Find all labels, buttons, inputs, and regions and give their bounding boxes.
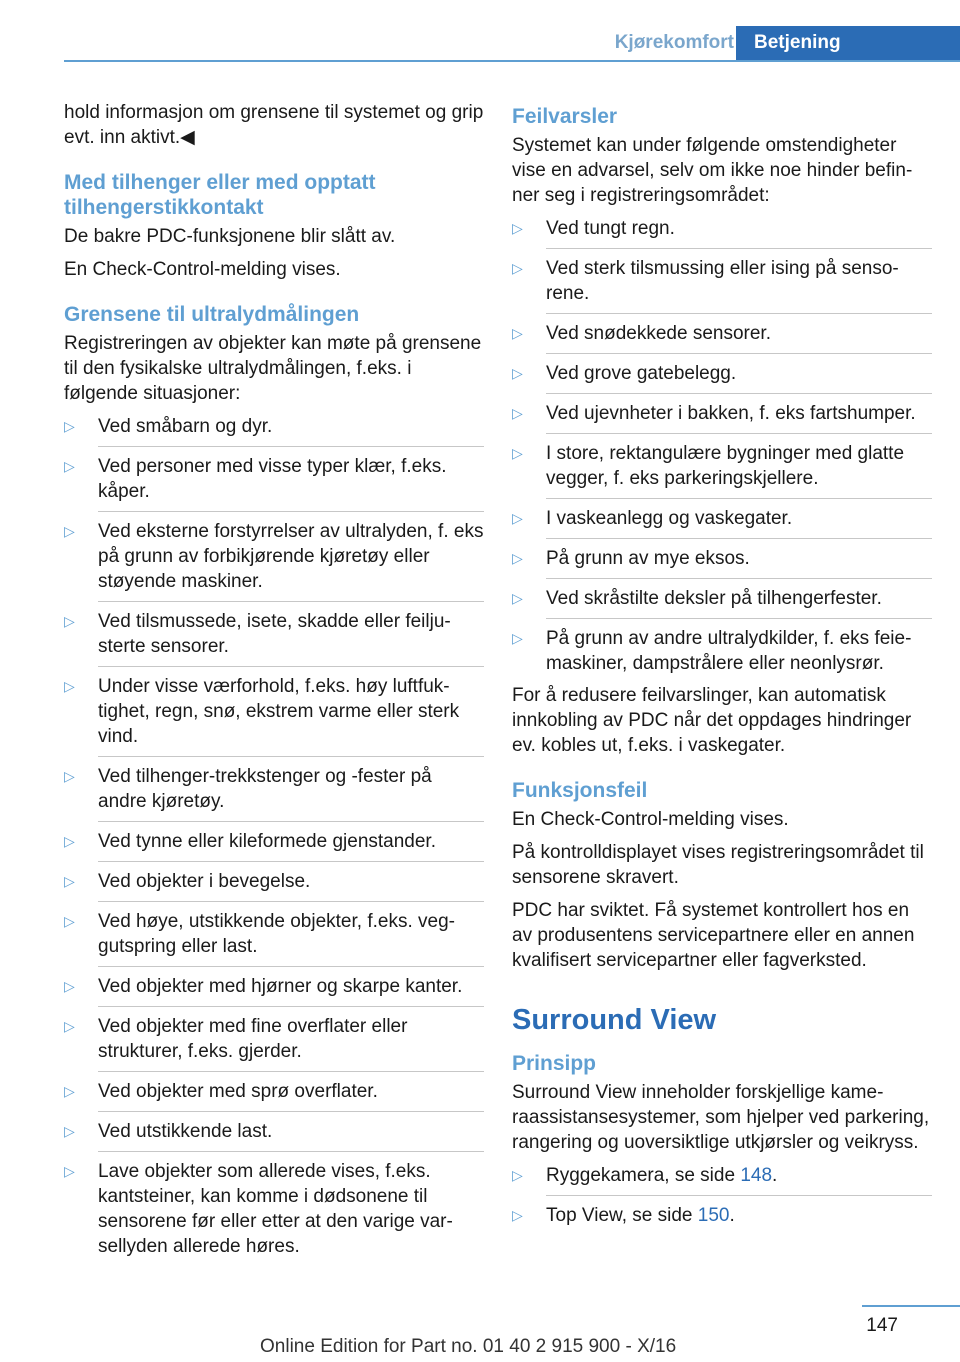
triangle-bullet-icon: ▷	[512, 405, 523, 421]
list-item	[64, 1006, 484, 1064]
list-item-text: Ved skråstilte deksler på tilhengerfester.	[546, 588, 882, 609]
false-alarms-heading: Feilvarsler	[512, 105, 618, 128]
list-item	[512, 618, 932, 676]
list-item	[64, 901, 484, 959]
list-item	[512, 353, 932, 386]
principle-heading: Prinsipp	[512, 1052, 597, 1075]
list-separator	[546, 498, 932, 499]
trailer-text-2: En Check-Control-melding vises.	[64, 259, 341, 280]
list-item-text: Ved snødekkede sensorer.	[546, 323, 771, 344]
triangle-bullet-icon: ▷	[512, 1207, 523, 1223]
list-separator	[546, 578, 932, 579]
triangle-bullet-icon: ▷	[64, 523, 75, 539]
list-item-text: På grunn av mye eksos.	[546, 548, 750, 569]
triangle-bullet-icon: ▷	[512, 510, 523, 526]
list-separator	[98, 821, 484, 822]
header-section-label: Kjørekomfort	[614, 32, 734, 53]
page-link-148[interactable]: 148	[740, 1165, 773, 1186]
list-item	[64, 966, 484, 999]
list-separator	[546, 618, 932, 619]
triangle-bullet-icon: ▷	[64, 613, 75, 629]
list-item-text: I vaskeanlegg og vaskegater.	[546, 508, 793, 529]
surround-view-title: Surround View	[512, 1004, 717, 1036]
list-item	[64, 666, 484, 749]
list-separator	[98, 966, 484, 967]
list-separator	[98, 666, 484, 667]
edition-note: Online Edition for Part no. 01 40 2 915 900 - X/16	[260, 1336, 677, 1357]
cross-reference-list	[512, 1163, 932, 1228]
list-item-text: Ved grove gatebelegg.	[546, 363, 737, 384]
triangle-bullet-icon: ▷	[64, 913, 75, 929]
list-item-text: Under visse værforhold, f.eks. høy luftfuktighet, regn, snø, ekstrem varme eller sterk vind.	[98, 676, 460, 747]
list-item	[64, 601, 484, 659]
list-item-text: Ved objekter med sprø overflater.	[98, 1081, 378, 1102]
list-item	[64, 756, 484, 814]
list-item-text: Ved objekter med hjørner og skarpe kanter.	[98, 976, 463, 997]
list-separator	[98, 1151, 484, 1152]
list-item-text: Ved tynne eller kileformede gjenstander.	[98, 831, 436, 852]
footer-rule	[862, 1305, 960, 1307]
triangle-bullet-icon: ▷	[64, 833, 75, 849]
cross-reference-text: Ryggekamera, se side	[546, 1165, 741, 1186]
intro-paragraph: hold informasjon om grensene til systemet og grip evt. inn aktivt.◀	[64, 102, 484, 148]
list-item	[64, 1151, 484, 1259]
header-rule	[64, 60, 960, 62]
triangle-bullet-icon: ▷	[64, 1163, 75, 1179]
triangle-bullet-icon: ▷	[512, 260, 523, 276]
list-item	[64, 861, 484, 894]
list-item	[512, 248, 932, 306]
page-link-150[interactable]: 150	[697, 1205, 730, 1226]
list-separator	[98, 861, 484, 862]
list-item-text: Ved tilhenger-trekkstenger og -fester på andre kjøretøy.	[98, 766, 432, 812]
list-separator	[98, 1006, 484, 1007]
cross-reference-end: .	[772, 1165, 778, 1186]
principle-intro: Surround View inneholder forskjellige kameraassistansesystemer, som hjelper ved parkering, rangering og uoversiktlige utkjørsler og veikryss.	[512, 1082, 930, 1153]
triangle-bullet-icon: ▷	[64, 768, 75, 784]
list-item-text: Ved tungt regn.	[546, 218, 675, 239]
header-chapter-tab: Betjening	[736, 26, 960, 62]
cross-reference-text: Top View, se side	[546, 1205, 698, 1226]
list-item	[512, 538, 932, 571]
triangle-bullet-icon: ▷	[64, 1018, 75, 1034]
triangle-bullet-icon: ▷	[64, 458, 75, 474]
list-item	[64, 446, 484, 504]
list-item	[512, 1195, 932, 1228]
list-item-text: Ved tilsmussede, isete, skadde eller feiljusterte sensorer.	[98, 611, 451, 657]
list-item	[512, 393, 932, 426]
left-column	[64, 100, 484, 1266]
list-item	[512, 1163, 932, 1188]
triangle-bullet-icon: ▷	[512, 365, 523, 381]
list-separator	[546, 353, 932, 354]
list-item-text: Ved personer med visse typer klær, f.eks. kåper.	[98, 456, 447, 502]
trailer-text-1: De bakre PDC-funksjonene blir slått av.	[64, 226, 396, 247]
list-separator	[546, 393, 932, 394]
list-separator	[98, 1071, 484, 1072]
trailer-heading: Med tilhenger eller med opptatt tilhengerstikkontakt	[64, 171, 376, 219]
triangle-bullet-icon: ▷	[64, 1123, 75, 1139]
list-separator	[546, 313, 932, 314]
list-separator	[546, 538, 932, 539]
list-item	[64, 1071, 484, 1104]
list-separator	[98, 756, 484, 757]
list-separator	[546, 248, 932, 249]
malfunction-text-1: En Check-Control-melding vises.	[512, 809, 789, 830]
list-separator	[546, 1195, 932, 1196]
list-item-text: På grunn av andre ultralydkilder, f. eks feiemaskiner, dampstrålere eller neonlysrør.	[546, 628, 912, 674]
list-item	[64, 511, 484, 594]
list-separator	[98, 601, 484, 602]
list-item-text: Ved høye, utstikkende objekter, f.eks. veggutspring eller last.	[98, 911, 455, 957]
list-item-text: Ved sterk tilsmussing eller ising på sensorene.	[546, 258, 899, 304]
page-number: 147	[866, 1315, 898, 1336]
triangle-bullet-icon: ▷	[64, 1083, 75, 1099]
list-item	[512, 578, 932, 611]
list-item-text: Ved eksterne forstyrrelser av ultralyden, f. eks på grunn av forbikjørende kjøretøy eller støyende maskiner.	[98, 521, 484, 592]
list-item	[512, 313, 932, 346]
list-separator	[98, 446, 484, 447]
triangle-bullet-icon: ▷	[512, 1167, 523, 1183]
list-item	[512, 216, 932, 241]
right-column	[512, 100, 932, 1235]
false-alarms-list	[512, 216, 932, 676]
list-item	[64, 1111, 484, 1144]
triangle-bullet-icon: ▷	[64, 873, 75, 889]
list-item-text: Ved ujevnheter i bakken, f. eks fartshumper.	[546, 403, 916, 424]
malfunction-heading: Funksjonsfeil	[512, 779, 648, 802]
page-header	[0, 0, 960, 62]
triangle-bullet-icon: ▷	[512, 220, 523, 236]
limits-heading: Grensene til ultralydmålingen	[64, 303, 360, 326]
false-alarms-intro: Systemet kan under følgende omstendigheter vise en advarsel, selv om ikke noe hinder befinner seg i registreringsområdet:	[512, 135, 913, 206]
list-item-text: Ved objekter med fine overflater eller strukturer, f.eks. gjerder.	[98, 1016, 408, 1062]
list-item-text: Ved småbarn og dyr.	[98, 416, 273, 437]
triangle-bullet-icon: ▷	[64, 678, 75, 694]
list-item-text: I store, rektangulære bygninger med glatte vegger, f. eks parkeringskjellere.	[546, 443, 905, 489]
cross-reference-end: .	[729, 1205, 735, 1226]
limits-intro: Registreringen av objekter kan møte på grensene til den fysikalske ultralydmålingen, f.eks. i følgende situasjoner:	[64, 333, 482, 404]
list-item	[64, 821, 484, 854]
triangle-bullet-icon: ▷	[512, 325, 523, 341]
triangle-bullet-icon: ▷	[512, 550, 523, 566]
list-item-text: Ved objekter i bevegelse.	[98, 871, 311, 892]
malfunction-text-2: På kontrolldisplayet vises registreringsområdet til sensorene skravert.	[512, 842, 924, 888]
triangle-bullet-icon: ▷	[64, 418, 75, 434]
malfunction-text-3: PDC har sviktet. Få systemet kontrollert hos en av produsentens servicepartnere eller en annen kvalifisert servicepartner eller fagverksted.	[512, 900, 915, 971]
list-item	[512, 498, 932, 531]
list-item-text: Lave objekter som allerede vises, f.eks. kantsteiner, kan komme i dødsonene til sensorene før eller etter at den varige varsellyden allerede høres.	[98, 1161, 453, 1257]
list-separator	[98, 511, 484, 512]
limits-list	[64, 414, 484, 1259]
triangle-bullet-icon: ▷	[512, 445, 523, 461]
list-separator	[98, 1111, 484, 1112]
list-item	[64, 414, 484, 439]
list-item-text: Ved utstikkende last.	[98, 1121, 273, 1142]
triangle-bullet-icon: ▷	[512, 590, 523, 606]
triangle-bullet-icon: ▷	[512, 630, 523, 646]
list-separator	[546, 433, 932, 434]
false-alarms-outro: For å redusere feilvarslinger, kan automatisk innkobling av PDC når det oppdages hindringer ev. kobles ut, f.eks. i vaskegater.	[512, 685, 912, 756]
list-separator	[98, 901, 484, 902]
triangle-bullet-icon: ▷	[64, 978, 75, 994]
list-item	[512, 433, 932, 491]
